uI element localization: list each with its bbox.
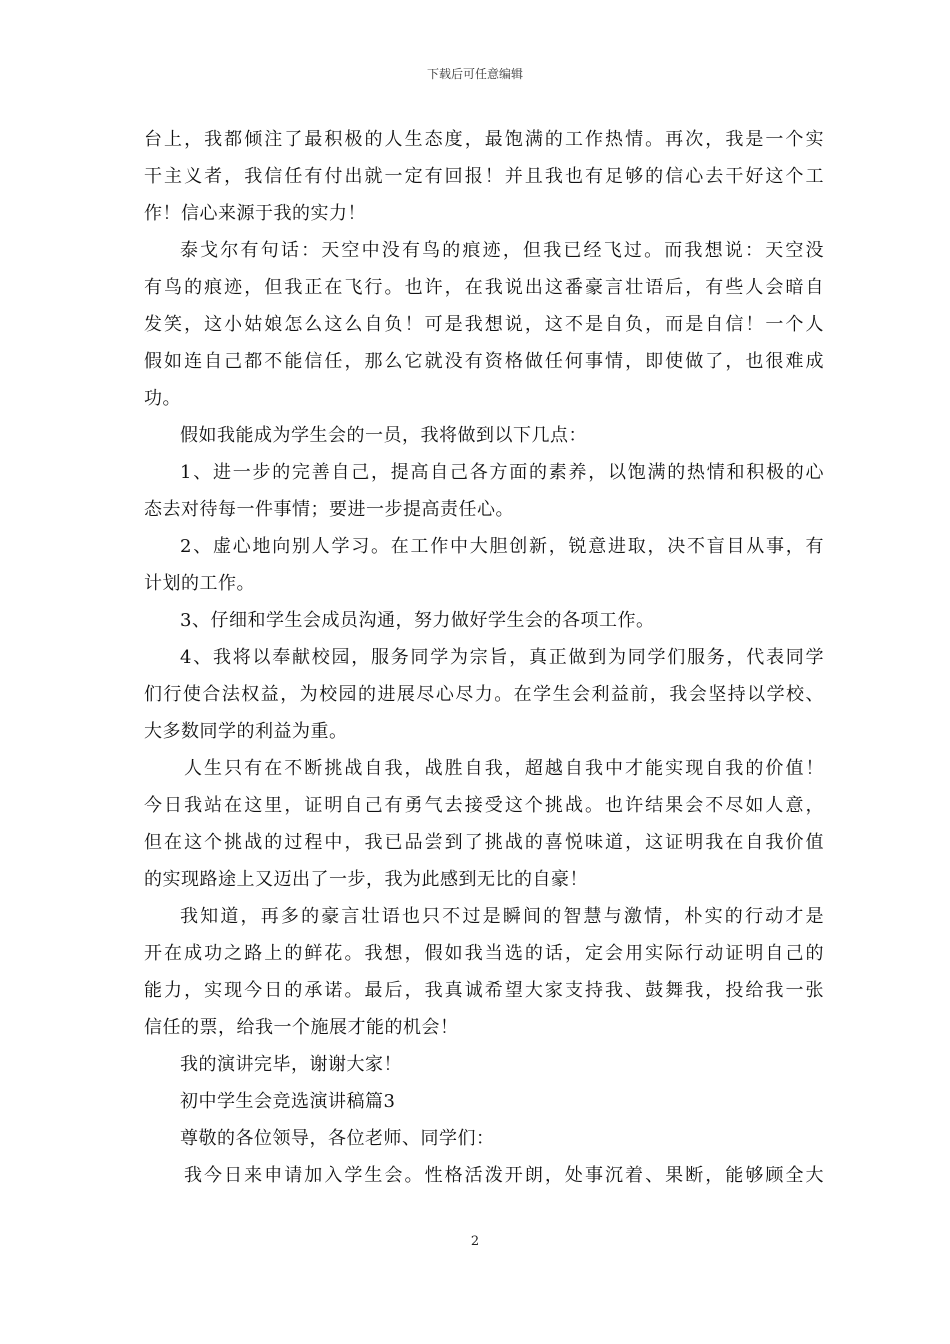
page-header: 下载后可任意编辑	[426, 67, 523, 81]
text-line: 台上，我都倾注了最积极的人生态度，最饱满的工作热情。再次，我是一个实	[144, 129, 824, 150]
text-line: 2、虚心地向别人学习。在工作中大胆创新，锐意进取，决不盲目从事，有	[180, 536, 824, 557]
text-line: 我今日来申请加入学生会。性格活泼开朗，处事沉着、果断，能够顾全大	[184, 1165, 824, 1186]
text-line: 们行使合法权益，为校园的进展尽心尽力。在学生会利益前，我会坚持以学校、	[144, 684, 824, 705]
text-line: 大多数同学的利益为重。	[144, 721, 348, 742]
text-line: 4、我将以奉献校园，服务同学为宗旨，真正做到为同学们服务，代表同学	[180, 647, 824, 668]
text-line: 功。	[144, 388, 181, 409]
text-line: 有鸟的痕迹，但我正在飞行。也许，在我说出这番豪言壮语后，有些人会暗自	[144, 277, 824, 298]
text-line: 今日我站在这里，证明自己有勇气去接受这个挑战。也许结果会不尽如人意，	[144, 795, 824, 816]
text-line: 3、仔细和学生会成员沟通，努力做好学生会的各项工作。	[180, 610, 655, 631]
text-line: 我的演讲完毕，谢谢大家！	[180, 1054, 402, 1075]
text-line: 能力，实现今日的承诺。最后，我真诚希望大家支持我、鼓舞我，投给我一张	[144, 980, 824, 1001]
text-line: 发笑，这小姑娘怎么这么自负！可是我想说，这不是自负，而是自信！一个人	[144, 314, 824, 335]
text-line: 但在这个挑战的过程中，我已品尝到了挑战的喜悦味道，这证明我在自我价值	[144, 832, 824, 853]
section-heading: 初中学生会竞选演讲稿篇3	[180, 1091, 396, 1112]
text-line: 信任的票，给我一个施展才能的机会！	[144, 1017, 459, 1038]
text-line: 泰戈尔有句话：天空中没有鸟的痕迹，但我已经飞过。而我想说：天空没	[180, 240, 824, 261]
text-line: 我知道，再多的豪言壮语也只不过是瞬间的智慧与激情，朴实的行动才是	[180, 906, 824, 927]
document-body	[144, 121, 824, 1194]
text-line: 开在成功之路上的鲜花。我想，假如我当选的话，定会用实际行动证明自己的	[144, 943, 824, 964]
text-line: 假如我能成为学生会的一员，我将做到以下几点：	[180, 425, 587, 446]
text-line: 假如连自己都不能信任，那么它就没有资格做任何事情，即使做了，也很难成	[144, 351, 824, 372]
text-line: 1、进一步的完善自己，提高自己各方面的素养，以饱满的热情和积极的心	[180, 462, 824, 483]
page-number: 2	[470, 1234, 480, 1249]
text-line: 作！信心来源于我的实力！	[144, 203, 366, 224]
text-line: 计划的工作。	[144, 573, 255, 594]
text-line: 的实现路途上又迈出了一步，我为此感到无比的自豪！	[144, 869, 588, 890]
text-line: 态去对待每一件事情；要进一步提高责任心。	[144, 499, 514, 520]
salutation: 尊敬的各位领导，各位老师、同学们：	[180, 1128, 495, 1149]
text-line: 干主义者，我信任有付出就一定有回报！并且我也有足够的信心去干好这个工	[144, 166, 824, 187]
text-line: 人生只有在不断挑战自我，战胜自我，超越自我中才能实现自我的价值！	[184, 758, 824, 779]
